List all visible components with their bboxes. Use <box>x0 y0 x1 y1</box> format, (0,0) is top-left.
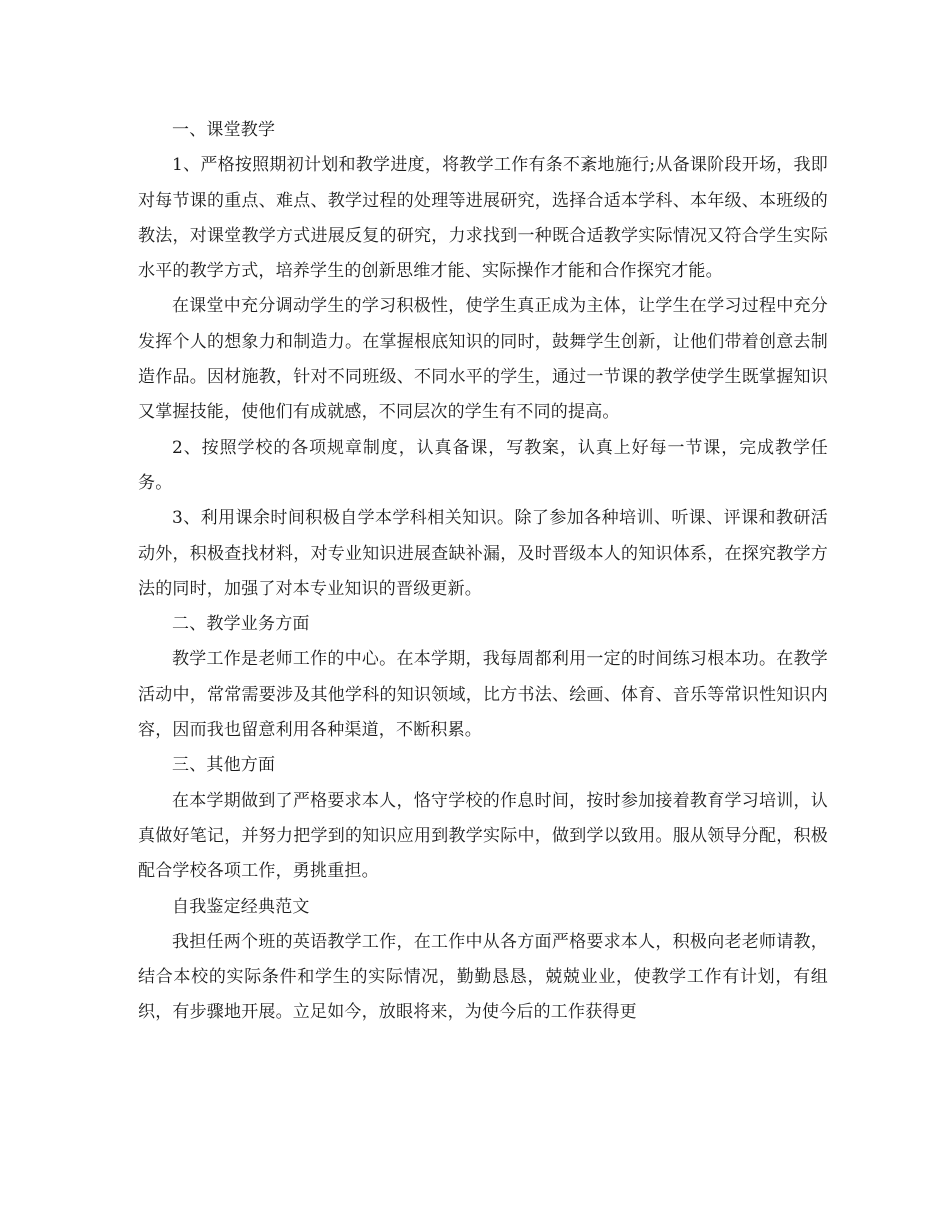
paragraph-english-teaching: 我担任两个班的英语教学工作，在工作中从各方面严格要求本人，积极向老老师请教，结合本校的实际条件和学生的实际情况，勤勤恳恳，兢兢业业，使教学工作有计划，有组织，有步骤地开展。立足如今，放眼将来，为使今后的工作获得更 <box>138 931 828 1023</box>
document-body <box>138 113 828 1031</box>
section-heading-self-appraisal: 自我鉴定经典范文 <box>172 896 310 917</box>
section-heading-teaching-business: 二、教学业务方面 <box>172 614 310 635</box>
section-heading-classroom-teaching: 一、课堂教学 <box>172 120 276 140</box>
paragraph-self-study: 3、利用课余时间积极自学本学科相关知识。除了参加各种培训、听课、评课和教研活动外，积极查找材料，对专业知识进展查缺补漏，及时晋级本人的知识体系，在探究教学方法的同时，加强了对本专业知识的晋级更新。 <box>138 508 828 599</box>
paragraph-lesson-planning: 1、严格按照期初计划和教学进度，将教学工作有条不紊地施行;从备课阶段开场，我即对每节课的重点、难点、教学过程的处理等进展研究，选择合适本学科、本年级、本班级的教法，对课堂教学方式进展反复的研究，力求找到一种既合适教学实际情况又符合学生实际水平的教学方式，培养学生的创新思维才能、实际操作才能和合作探究才能。 <box>138 155 828 282</box>
paragraph-student-engagement: 在课堂中充分调动学生的学习积极性，使学生真正成为主体，让学生在学习过程中充分发挥个人的想象力和制造力。在掌握根底知识的同时，鼓舞学生创新，让他们带着创意去制造作品。因材施教，针对不同班级、不同水平的学生，通过一节课的教学使学生既掌握知识又掌握技能，使他们有成就感，不同层次的学生有不同的提高。 <box>138 296 828 423</box>
section-heading-other-aspects: 三、其他方面 <box>172 755 276 776</box>
paragraph-discipline: 在本学期做到了严格要求本人，恪守学校的作息时间，按时参加接着教育学习培训，认真做好笔记，并努力把学到的知识应用到教学实际中，做到学以致用。服从领导分配，积极配合学校各项工作，勇挑重担。 <box>138 790 828 882</box>
paragraph-basic-skills: 教学工作是老师工作的中心。在本学期，我每周都利用一定的时间练习根本功。在教学活动中，常常需要涉及其他学科的知识领域，比方书法、绘画、体育、音乐等常识性知识内容，因而我也留意利用各种渠道，不断积累。 <box>138 649 828 741</box>
paragraph-school-rules: 2、按照学校的各项规章制度，认真备课，写教案，认真上好每一节课，完成教学任务。 <box>138 437 828 493</box>
